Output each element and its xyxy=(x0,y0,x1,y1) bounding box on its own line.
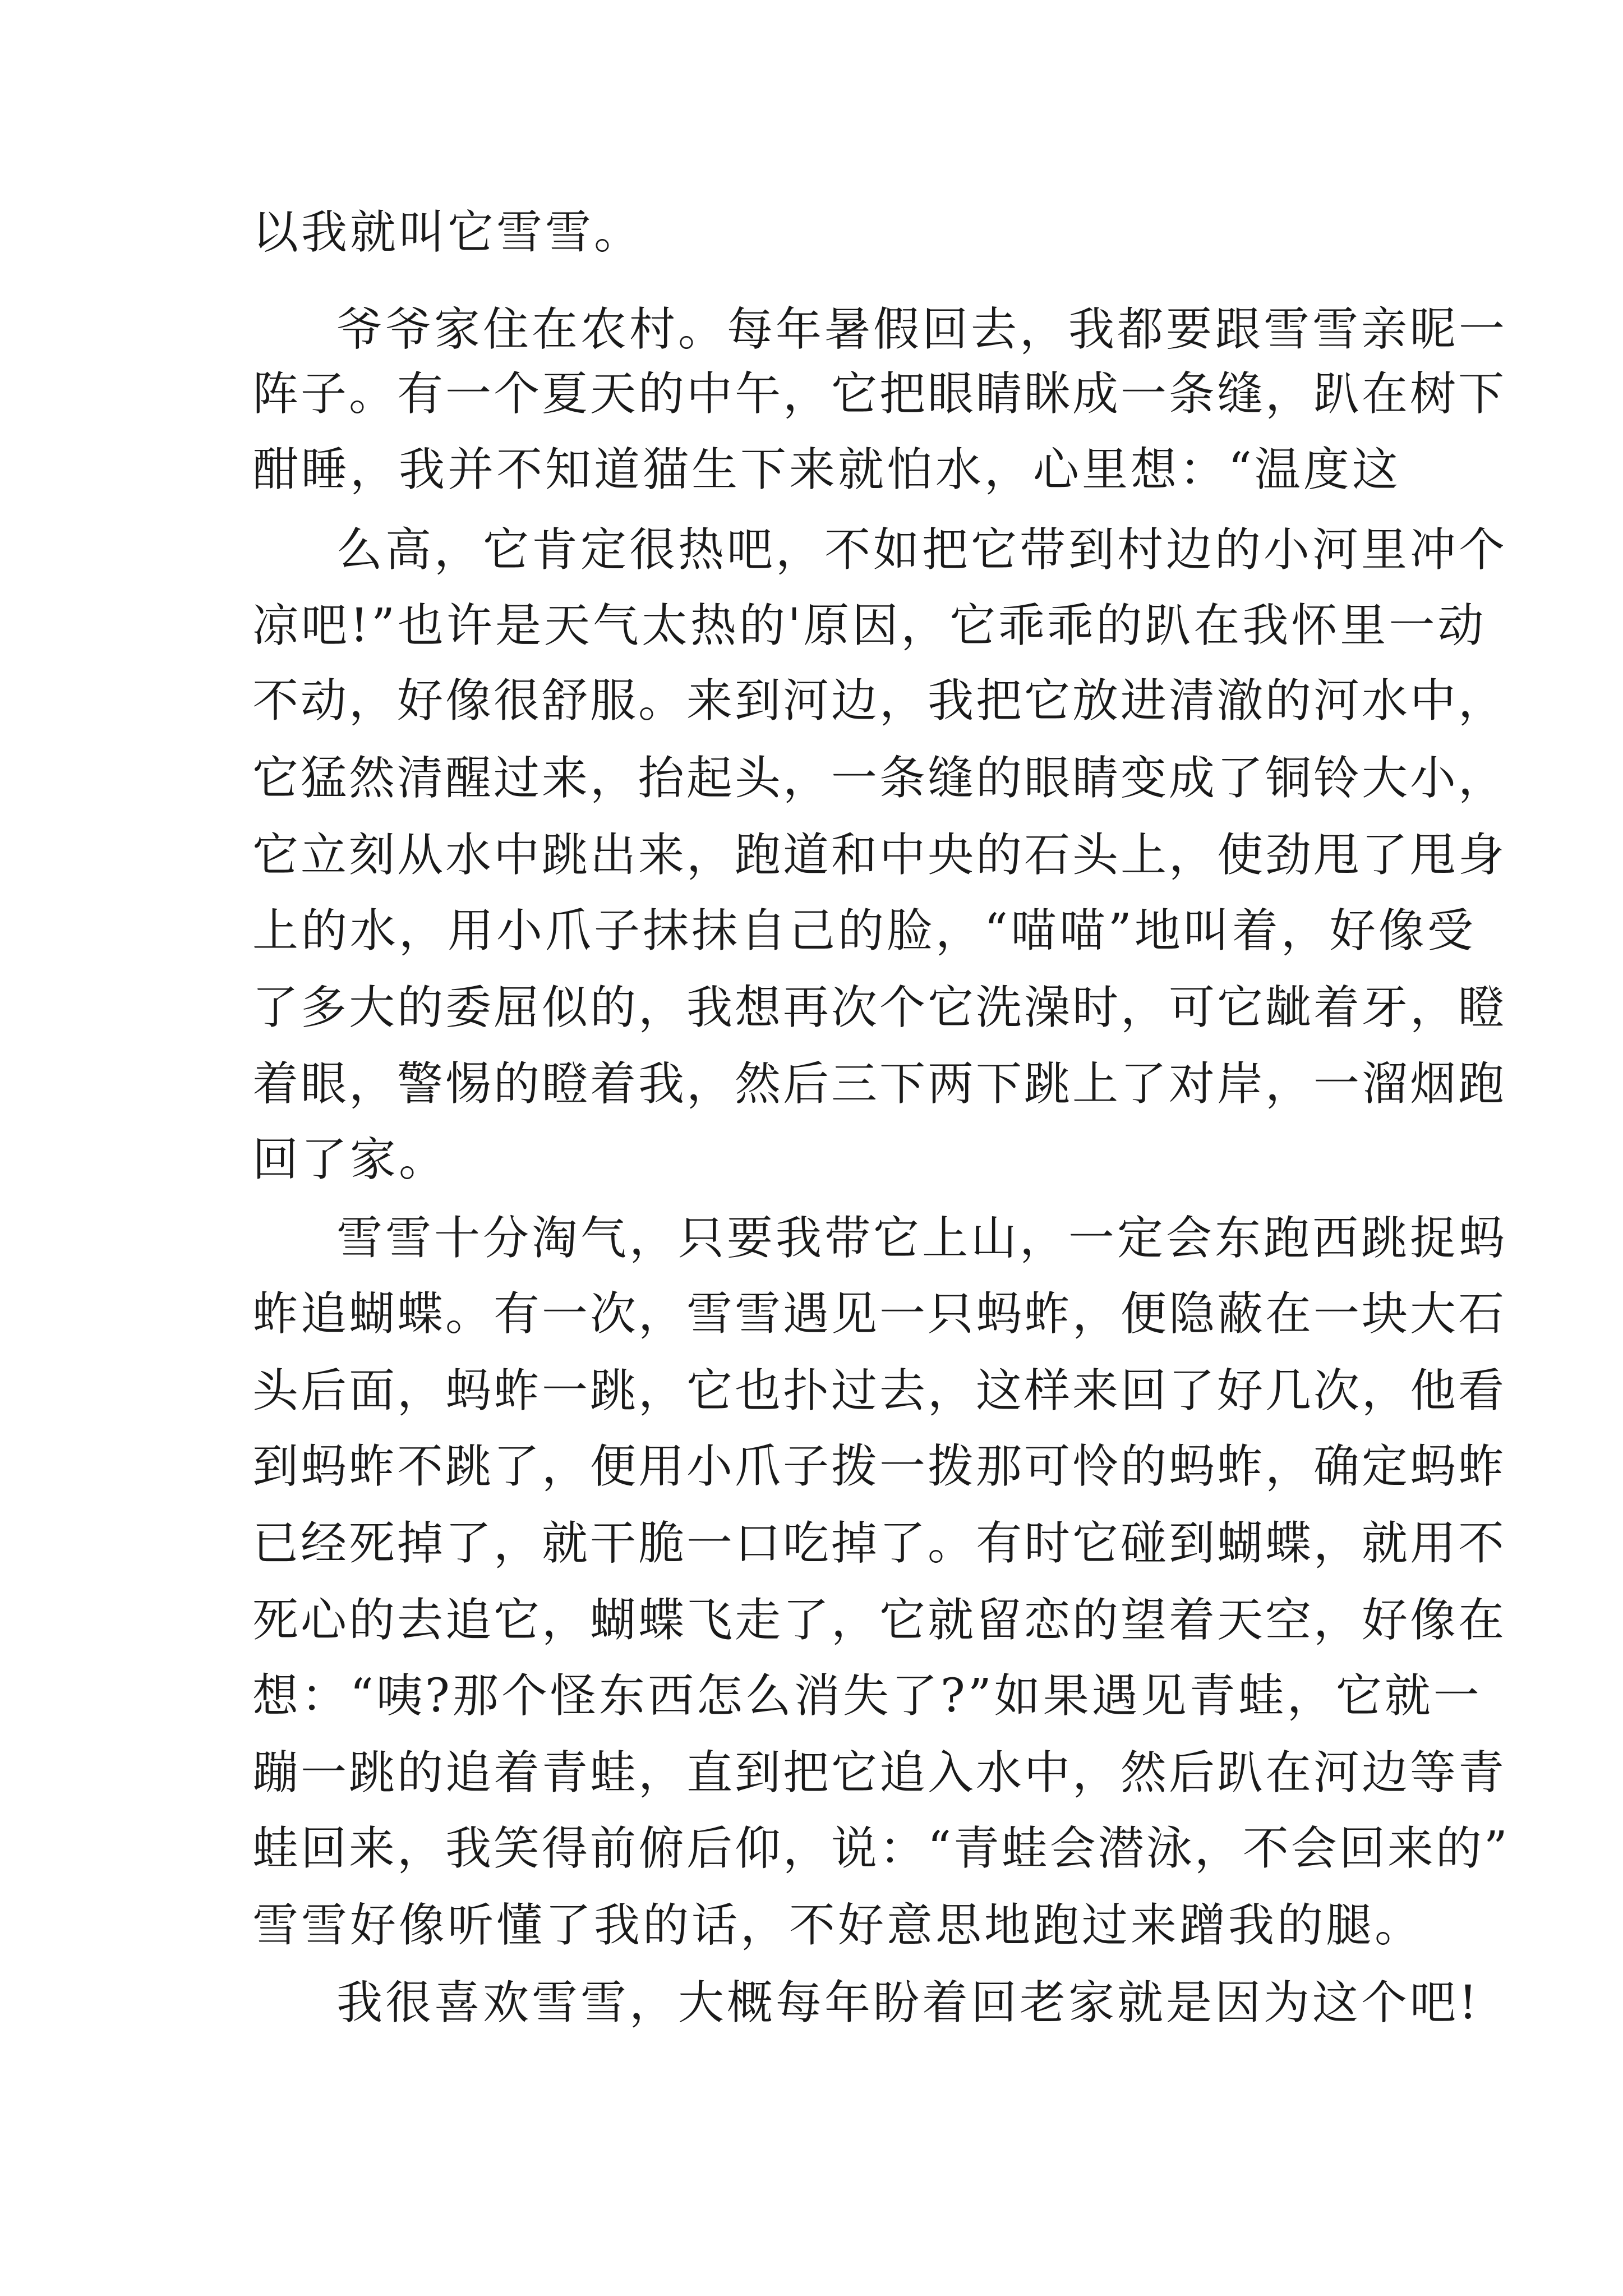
text-line: 以我就叫它雪雪。 xyxy=(252,206,643,259)
text-line: 阵子。有一个夏天的中午，它把眼睛眯成一条缝，趴在树下 xyxy=(252,367,1507,421)
text-line: 雪雪好像听懂了我的话，不好意思地跑过来蹭我的腿。 xyxy=(252,1899,1424,1952)
text-line: 蹦一跳的追着青蛙，直到把它追入水中，然后趴在河边等青 xyxy=(252,1746,1507,1800)
text-line: 它猛然清醒过来，抬起头，一条缝的眼睛变成了铜铃大小， xyxy=(252,752,1507,805)
text-line: 它立刻从水中跳出来，跑道和中央的石头上，使劲甩了甩身 xyxy=(252,829,1507,882)
text-line: 不动，好像很舒服。来到河边，我把它放进清澈的河水中， xyxy=(252,674,1507,728)
paragraph-start-line: 么高，它肯定很热吧，不如把它带到村边的小河里冲个 xyxy=(336,523,1508,577)
text-line: 头后面，蚂蚱一跳，它也扑过去，这样来回了好几次，他看 xyxy=(252,1364,1507,1418)
text-line: 已经死掉了，就干脆一口吃掉了。有时它碰到蝴蝶，就用不 xyxy=(252,1517,1507,1570)
text-line: 上的水，用小爪子抹抹自己的脸，“喵喵”地叫着，好像受 xyxy=(252,904,1476,958)
paragraph-start-line: 爷爷家住在农村。每年暑假回去，我都要跟雪雪亲昵一 xyxy=(336,303,1508,356)
text-line: 想：“咦?那个怪东西怎么消失了?”如果遇见青蛙，它就一 xyxy=(252,1669,1482,1723)
text-line: 酣睡，我并不知道猫生下来就怕水，心里想：“温度这 xyxy=(252,443,1401,496)
text-line: 着眼，警惕的瞪着我，然后三下两下跳上了对岸，一溜烟跑 xyxy=(252,1057,1507,1111)
text-line: 到蚂蚱不跳了，便用小爪子拨一拨那可怜的蚂蚱，确定蚂蚱 xyxy=(252,1440,1507,1493)
text-line: 蚱追蝴蝶。有一次，雪雪遇见一只蚂蚱，便隐蔽在一块大石 xyxy=(252,1287,1507,1341)
paragraph-start-line: 雪雪十分淘气，只要我带它上山，一定会东跑西跳捉蚂 xyxy=(336,1212,1508,1265)
text-line: 回了家。 xyxy=(252,1133,448,1186)
text-line: 凉吧!”也许是天气太热的'原因，它乖乖的趴在我怀里一动 xyxy=(252,599,1487,652)
text-line: 死心的去追它，蝴蝶飞走了，它就留恋的望着天空，好像在 xyxy=(252,1594,1507,1647)
text-line: 蛙回来，我笑得前俯后仰，说：“青蛙会潜泳，不会回来的” xyxy=(252,1822,1510,1875)
text-line: 了多大的委屈似的，我想再次个它洗澡时，可它龇着牙，瞪 xyxy=(252,981,1507,1034)
paragraph-start-line: 我很喜欢雪雪，大概每年盼着回老家就是因为这个吧! xyxy=(336,1976,1480,2030)
